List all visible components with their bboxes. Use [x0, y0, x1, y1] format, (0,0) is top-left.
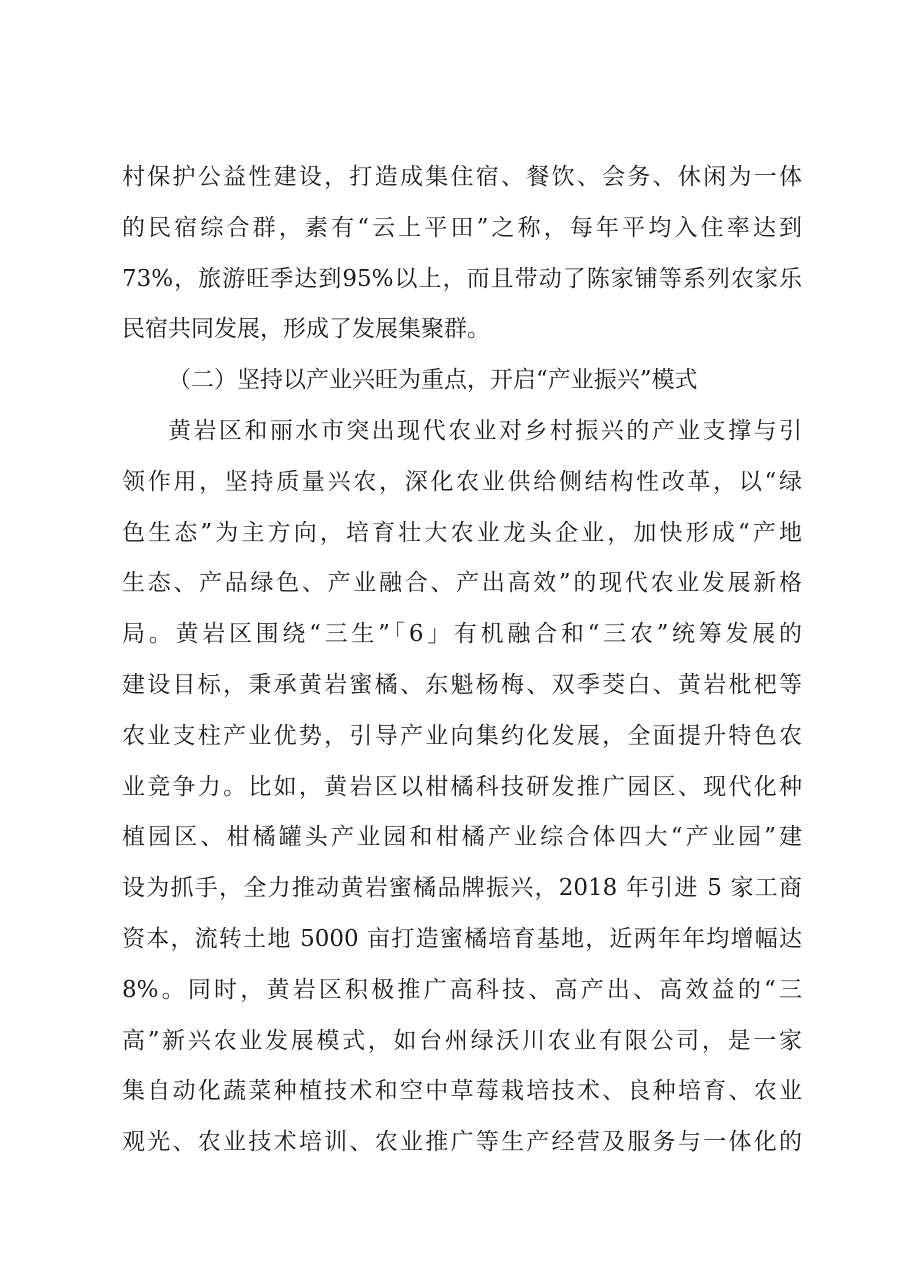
text-line: 局。黄岩区围绕“三生”「6」有机融合和“三农”统筹发展的 — [122, 621, 802, 648]
text-line: 建设目标，秉承黄岩蜜橘、东魁杨梅、双季茭白、黄岩枇杷等 — [122, 671, 802, 698]
text-line: 色生态”为主方向，培育壮大农业龙头企业，加快形成“产地 — [122, 519, 802, 546]
text-line: 业竞争力。比如，黄岩区以柑橘科技研发推广园区、现代化种 — [122, 773, 802, 800]
text-line: 植园区、柑橘罐头产业园和柑橘产业综合体四大“产业园”建 — [122, 824, 802, 851]
text-line: 设为抓手，全力推动黄岩蜜橘品牌振兴，2018 年引进 5 家工商 — [122, 875, 802, 902]
section-heading: （二）坚持以产业兴旺为重点，开启“产业振兴”模式 — [168, 367, 698, 394]
text-line: 的民宿综合群，素有“云上平田”之称，每年平均入住率达到 — [122, 214, 802, 241]
text-line: 生态、产品绿色、产业融合、产出高效”的现代农业发展新格 — [122, 570, 802, 597]
paragraph-1 — [122, 152, 802, 355]
text-line: 8%。同时，黄岩区积极推广高科技、高产出、高效益的“三 — [122, 976, 802, 1003]
paragraph-2 — [122, 406, 802, 1168]
text-line: 领作用，坚持质量兴农，深化农业供给侧结构性改革，以“绿 — [122, 468, 802, 495]
text-line: 集自动化蔬菜种植技术和空中草莓栽培技术、良种培育、农业 — [122, 1078, 802, 1105]
text-line: 民宿共同发展，形成了发展集聚群。 — [122, 316, 490, 343]
text-line: 高”新兴农业发展模式，如台州绿沃川农业有限公司，是一家 — [122, 1027, 802, 1054]
text-line: 73%，旅游旺季达到95%以上，而且带动了陈家铺等系列农家乐 — [122, 265, 802, 292]
text-line: 观光、农业技术培训、农业推广等生产经营及服务与一体化的 — [122, 1129, 802, 1156]
text-line: 村保护公益性建设，打造成集住宿、餐饮、会务、休闲为一体 — [122, 164, 802, 190]
text-line: 黄岩区和丽水市突出现代农业对乡村振兴的产业支撑与引 — [168, 417, 802, 444]
text-line: 农业支柱产业优势，引导产业向集约化发展，全面提升特色农 — [122, 722, 802, 749]
text-line: 资本，流转土地 5000 亩打造蜜橘培育基地，近两年年均增幅达 — [122, 925, 802, 952]
document-body — [122, 152, 802, 1168]
